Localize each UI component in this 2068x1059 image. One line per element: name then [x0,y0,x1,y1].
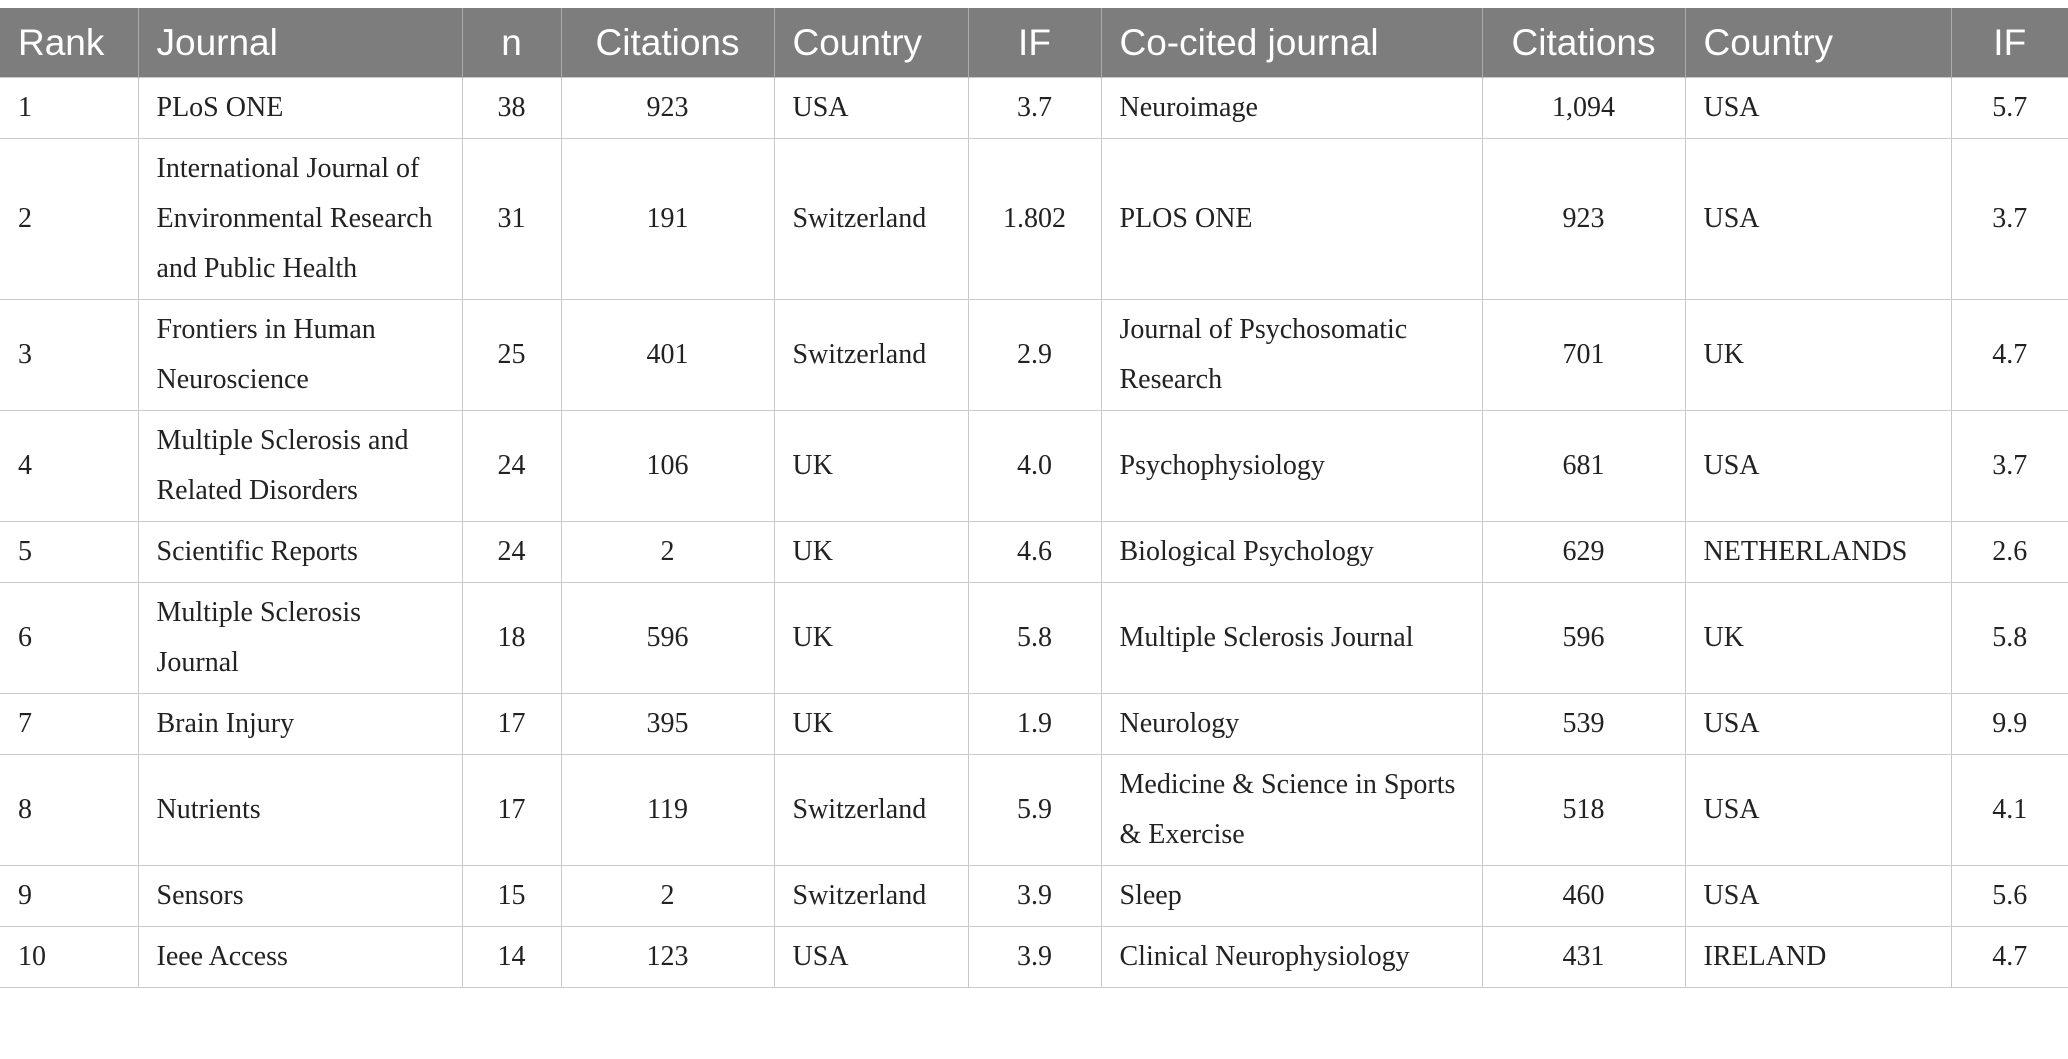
journals-table-container [0,8,2068,988]
journal-cell: Frontiers in Human Neuroscience [138,300,462,411]
if-cell: 1.802 [968,139,1101,300]
rank-cell: 1 [0,78,138,139]
citations-cell: 123 [561,927,774,988]
country-cell: USA [774,927,968,988]
n-cell: 17 [462,755,561,866]
co-cited-journal-cell: Medicine & Science in Sports & Exercise [1101,755,1482,866]
co-cited-if-cell: 2.6 [1951,522,2068,583]
table-row [0,694,2068,755]
country-cell: UK [774,411,968,522]
n-cell: 25 [462,300,561,411]
if-cell: 4.6 [968,522,1101,583]
co-cited-country-cell: USA [1685,139,1951,300]
n-cell: 24 [462,522,561,583]
country-cell: UK [774,583,968,694]
n-cell: 31 [462,139,561,300]
rank-cell: 5 [0,522,138,583]
citations-cell: 401 [561,300,774,411]
header-co-cited-citations: Citations [1482,8,1685,78]
co-cited-journal-cell: Psychophysiology [1101,411,1482,522]
table-row [0,78,2068,139]
co-cited-if-cell: 4.7 [1951,927,2068,988]
journal-cell: Ieee Access [138,927,462,988]
co-cited-citations-cell: 1,094 [1482,78,1685,139]
citations-cell: 191 [561,139,774,300]
header-co-cited-country: Country [1685,8,1951,78]
header-co-cited-journal: Co-cited journal [1101,8,1482,78]
rank-cell: 2 [0,139,138,300]
co-cited-journal-cell: Sleep [1101,866,1482,927]
co-cited-country-cell: USA [1685,755,1951,866]
journal-cell: PLoS ONE [138,78,462,139]
co-cited-country-cell: UK [1685,300,1951,411]
if-cell: 5.9 [968,755,1101,866]
header-co-cited-if: IF [1951,8,2068,78]
co-cited-country-cell: USA [1685,411,1951,522]
table-row [0,411,2068,522]
rank-cell: 6 [0,583,138,694]
header-country: Country [774,8,968,78]
header-row [0,8,2068,78]
co-cited-citations-cell: 460 [1482,866,1685,927]
co-cited-citations-cell: 701 [1482,300,1685,411]
co-cited-if-cell: 9.9 [1951,694,2068,755]
co-cited-journal-cell: Biological Psychology [1101,522,1482,583]
journal-cell: Multiple Sclerosis and Related Disorders [138,411,462,522]
rank-cell: 4 [0,411,138,522]
co-cited-citations-cell: 431 [1482,927,1685,988]
table-row [0,139,2068,300]
co-cited-country-cell: USA [1685,866,1951,927]
country-cell: Switzerland [774,866,968,927]
n-cell: 18 [462,583,561,694]
citations-cell: 119 [561,755,774,866]
co-cited-country-cell: UK [1685,583,1951,694]
journal-cell: Nutrients [138,755,462,866]
co-cited-citations-cell: 539 [1482,694,1685,755]
if-cell: 1.9 [968,694,1101,755]
if-cell: 4.0 [968,411,1101,522]
rank-cell: 3 [0,300,138,411]
n-cell: 14 [462,927,561,988]
country-cell: UK [774,694,968,755]
rank-cell: 7 [0,694,138,755]
co-cited-journal-cell: Journal of Psychosomatic Research [1101,300,1482,411]
co-cited-citations-cell: 518 [1482,755,1685,866]
header-if: IF [968,8,1101,78]
citations-cell: 106 [561,411,774,522]
co-cited-country-cell: IRELAND [1685,927,1951,988]
co-cited-country-cell: USA [1685,78,1951,139]
n-cell: 24 [462,411,561,522]
rank-cell: 9 [0,866,138,927]
header-journal: Journal [138,8,462,78]
if-cell: 2.9 [968,300,1101,411]
citations-cell: 596 [561,583,774,694]
n-cell: 17 [462,694,561,755]
citations-cell: 2 [561,522,774,583]
co-cited-if-cell: 5.8 [1951,583,2068,694]
co-cited-if-cell: 4.1 [1951,755,2068,866]
country-cell: UK [774,522,968,583]
co-cited-if-cell: 4.7 [1951,300,2068,411]
journal-cell: Brain Injury [138,694,462,755]
if-cell: 3.9 [968,866,1101,927]
journal-cell: Sensors [138,866,462,927]
country-cell: Switzerland [774,755,968,866]
co-cited-journal-cell: PLOS ONE [1101,139,1482,300]
co-cited-citations-cell: 596 [1482,583,1685,694]
table-row [0,583,2068,694]
co-cited-journal-cell: Neurology [1101,694,1482,755]
table-row [0,866,2068,927]
co-cited-country-cell: USA [1685,694,1951,755]
table-row [0,300,2068,411]
journal-cell: International Journal of Environmental Research and Public Health [138,139,462,300]
co-cited-if-cell: 5.7 [1951,78,2068,139]
co-cited-if-cell: 5.6 [1951,866,2068,927]
co-cited-if-cell: 3.7 [1951,139,2068,300]
citations-cell: 923 [561,78,774,139]
journals-table [0,8,2068,988]
table-row [0,522,2068,583]
journal-cell: Multiple Sclerosis Journal [138,583,462,694]
table-body [0,78,2068,988]
co-cited-country-cell: NETHERLANDS [1685,522,1951,583]
n-cell: 15 [462,866,561,927]
rank-cell: 8 [0,755,138,866]
rank-cell: 10 [0,927,138,988]
country-cell: Switzerland [774,139,968,300]
co-cited-journal-cell: Neuroimage [1101,78,1482,139]
country-cell: Switzerland [774,300,968,411]
co-cited-citations-cell: 681 [1482,411,1685,522]
co-cited-if-cell: 3.7 [1951,411,2068,522]
header-citations: Citations [561,8,774,78]
citations-cell: 395 [561,694,774,755]
co-cited-citations-cell: 629 [1482,522,1685,583]
header-rank: Rank [0,8,138,78]
header-n: n [462,8,561,78]
table-row [0,755,2068,866]
journal-cell: Scientific Reports [138,522,462,583]
country-cell: USA [774,78,968,139]
co-cited-journal-cell: Clinical Neurophysiology [1101,927,1482,988]
co-cited-citations-cell: 923 [1482,139,1685,300]
if-cell: 5.8 [968,583,1101,694]
table-row [0,927,2068,988]
n-cell: 38 [462,78,561,139]
co-cited-journal-cell: Multiple Sclerosis Journal [1101,583,1482,694]
citations-cell: 2 [561,866,774,927]
if-cell: 3.9 [968,927,1101,988]
if-cell: 3.7 [968,78,1101,139]
